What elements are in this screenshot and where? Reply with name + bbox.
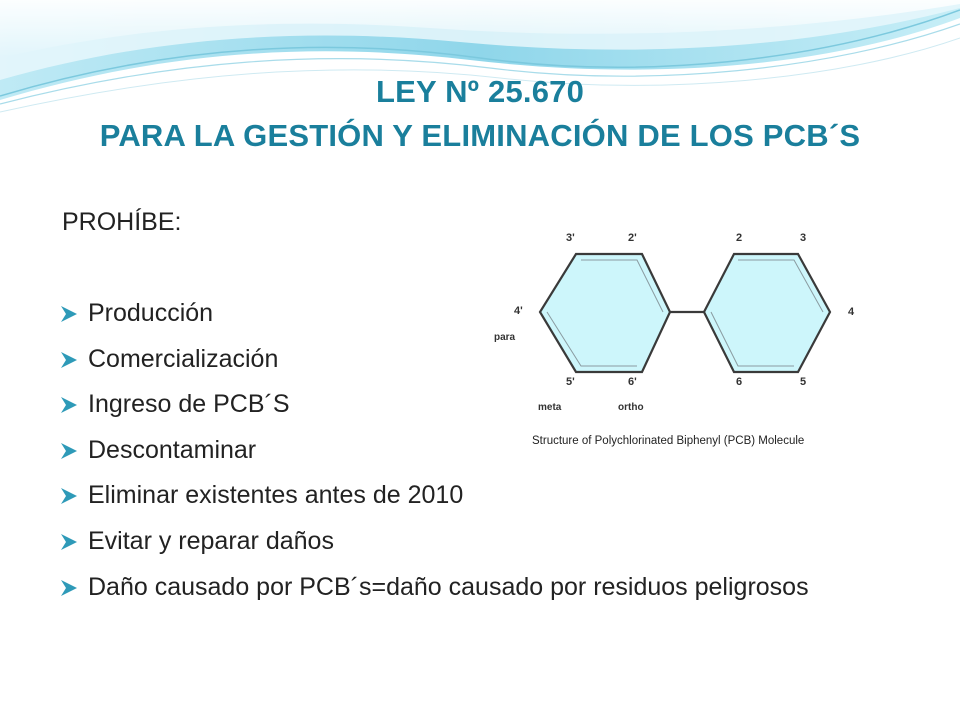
- list-item-text: Eliminar existentes antes de 2010: [88, 481, 464, 510]
- arrow-bullet-icon: [60, 442, 78, 460]
- list-item-text: Comercialización: [88, 344, 279, 373]
- list-item: [60, 480, 920, 510]
- position-label: 6: [736, 376, 743, 388]
- list-item-text: Evitar y reparar daños: [88, 526, 334, 555]
- ortho-label: ortho: [618, 402, 644, 413]
- arrow-bullet-icon: [60, 351, 78, 369]
- list-item: [60, 572, 848, 602]
- slide-title: [0, 70, 960, 158]
- arrow-bullet-icon: [60, 533, 78, 551]
- list-item-text: Producción: [88, 299, 214, 327]
- arrow-bullet-icon: [60, 487, 78, 505]
- title-line-2: PARA LA GESTIÓN Y ELIMINACIÓN DE LOS PCB´S: [99, 118, 861, 153]
- prohibe-heading: PROHÍBE:: [62, 208, 182, 236]
- right-benzene-ring: [704, 254, 830, 372]
- title-line-1: LEY Nº 25.670: [375, 74, 585, 109]
- position-label: 5': [566, 376, 575, 388]
- position-label: 2': [628, 232, 637, 244]
- meta-label: meta: [538, 402, 562, 413]
- list-item-text: Descontaminar: [88, 435, 257, 464]
- arrow-bullet-icon: [60, 579, 78, 597]
- position-label: 4: [848, 306, 855, 318]
- position-label: 6': [628, 376, 637, 388]
- position-label: 3: [800, 232, 807, 244]
- left-benzene-ring: [540, 254, 670, 372]
- position-label: 4': [514, 305, 523, 317]
- arrow-bullet-icon: [60, 305, 78, 323]
- position-label: 2: [736, 232, 743, 244]
- list-item-text: Ingreso de PCB´S: [88, 390, 290, 419]
- position-label: 3': [566, 232, 575, 244]
- pcb-molecule-figure: [484, 224, 874, 454]
- list-item-text: Daño causado por PCB´s=daño causado por residuos peligrosos: [88, 572, 809, 601]
- arrow-bullet-icon: [60, 396, 78, 414]
- list-item: [60, 526, 920, 556]
- para-label: para: [494, 332, 516, 343]
- figure-caption: Structure of Polychlorinated Biphenyl (PCB) Molecule: [532, 435, 805, 447]
- position-label: 5: [800, 376, 807, 388]
